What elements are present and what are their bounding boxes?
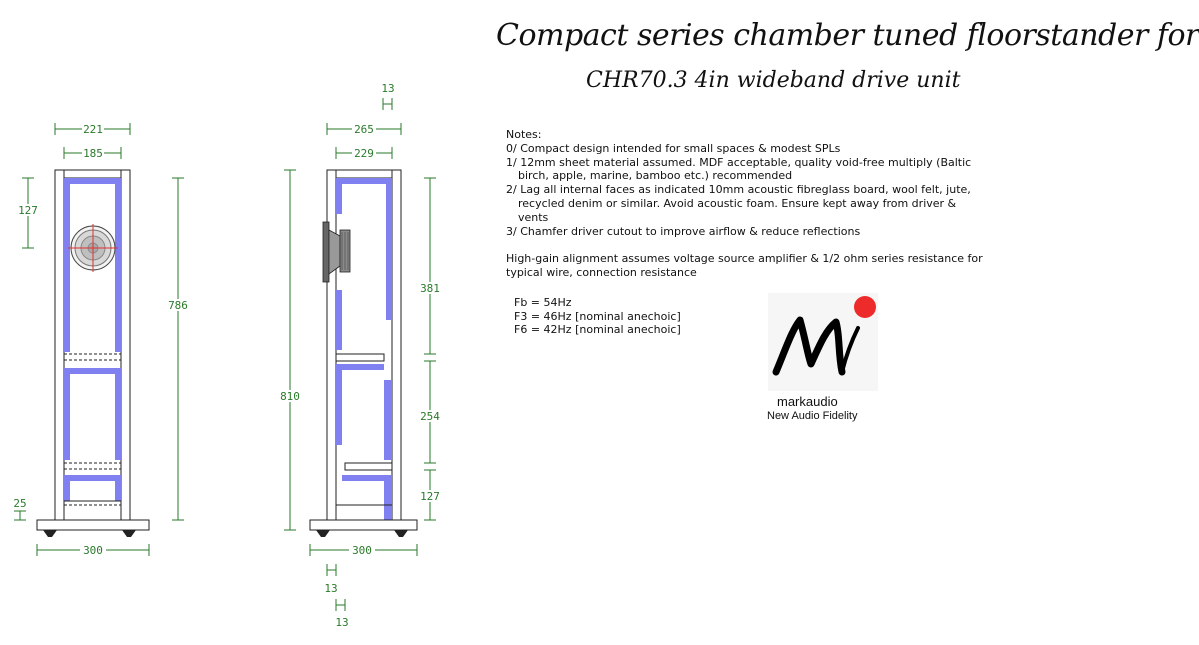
dim-total-height: 810 bbox=[280, 390, 300, 403]
drawing-subtitle: CHR70.3 4in wideband drive unit bbox=[586, 68, 961, 93]
dim-front-inner-width: 185 bbox=[83, 147, 103, 160]
alignment-note: High-gain alignment assumes voltage source amplifier & 1/2 ohm series resistance for typical wire, connection resistance bbox=[506, 252, 983, 280]
side-view bbox=[310, 170, 417, 537]
side-rear-panel bbox=[392, 170, 401, 520]
dim-mid-chamber: 254 bbox=[420, 410, 440, 423]
notes-heading: Notes: bbox=[506, 128, 542, 141]
dim-plinth-offset-b: 13 bbox=[335, 616, 349, 629]
front-plinth bbox=[37, 520, 149, 530]
markaudio-logo bbox=[768, 293, 878, 391]
dim-side-inner-depth: 229 bbox=[354, 147, 374, 160]
note-item: 3/ Chamfer driver cutout to improve airflow & reduce reflections bbox=[506, 224, 861, 238]
logo-dot bbox=[854, 296, 876, 318]
dim-plinth-offset-a: 13 bbox=[324, 582, 338, 595]
dim-lower-chamber: 127 bbox=[420, 490, 440, 503]
dim-front-plinth-width: 300 bbox=[83, 544, 103, 557]
front-driver bbox=[68, 224, 118, 272]
note-item: 1/ 12mm sheet material assumed. MDF acceptable, quality void-free multiply (Baltic birch, apple, marine, bamboo etc.) recommended bbox=[506, 155, 972, 183]
front-spike-right bbox=[122, 530, 136, 537]
dim-side-outer-depth: 265 bbox=[354, 123, 374, 136]
front-right-wall bbox=[121, 170, 130, 520]
logo-tagline: New Audio Fidelity bbox=[767, 410, 858, 422]
logo-name: markaudio bbox=[777, 394, 838, 409]
note-item: 0/ Compact design intended for small spaces & modest SPLs bbox=[506, 141, 841, 155]
param-f6: F6 = 42Hz [nominal anechoic] bbox=[514, 323, 681, 336]
dim-upper-chamber: 381 bbox=[420, 282, 440, 295]
dim-side-plinth-depth: 300 bbox=[352, 544, 372, 557]
side-shelf-lower bbox=[345, 463, 392, 470]
front-dimension-labels bbox=[13, 123, 189, 557]
dim-driver-center: 127 bbox=[18, 204, 38, 217]
drawing-title: Compact series chamber tuned floorstander for bbox=[496, 18, 1199, 53]
front-dimensions bbox=[14, 123, 184, 556]
dim-plinth-gap: 25 bbox=[13, 497, 27, 510]
front-view bbox=[37, 170, 149, 537]
side-plinth bbox=[310, 520, 417, 530]
side-shelf-upper bbox=[336, 354, 384, 361]
dim-front-outer-width: 221 bbox=[83, 123, 103, 136]
dim-front-baffle: 13 bbox=[381, 82, 395, 95]
front-left-wall bbox=[55, 170, 64, 520]
param-f3: F3 = 46Hz [nominal anechoic] bbox=[514, 309, 681, 323]
side-spike-right bbox=[394, 530, 408, 537]
side-spike-left bbox=[316, 530, 330, 537]
param-fb: Fb = 54Hz bbox=[514, 296, 572, 309]
front-spike-left bbox=[43, 530, 57, 537]
dim-front-inner-height: 786 bbox=[168, 299, 188, 312]
note-item: 2/ Lag all internal faces as indicated 10mm acoustic fibreglass board, wool felt, jute, recycled denim or similar. Avoid acoustic foam. Ensure kept away from driver & vents bbox=[506, 183, 971, 224]
